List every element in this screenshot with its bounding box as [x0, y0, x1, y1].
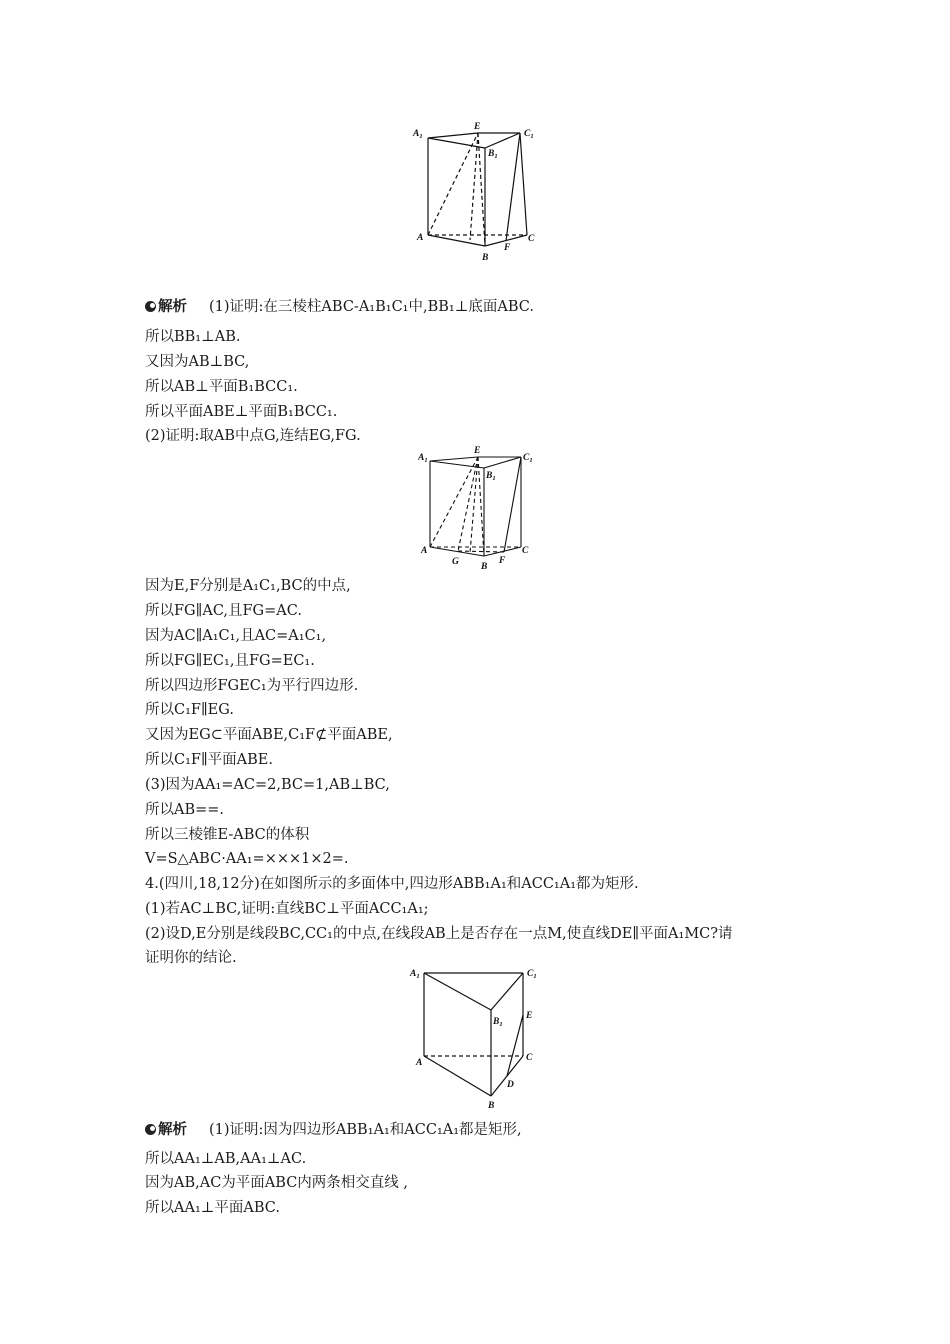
solution-tag: 解析 [158, 298, 187, 315]
text-line: 因为AB,AC为平面ABC内两条相交直线 , [145, 1175, 409, 1191]
label-F: F [504, 243, 511, 253]
label-A: A [421, 546, 428, 556]
label-E: E [474, 122, 481, 132]
label-E: E [474, 446, 481, 456]
solution-header-2 [145, 1120, 522, 1140]
label-C: C [528, 234, 535, 244]
text-line: (2)设D,E分别是线段BC,CC₁的中点,在线段AB上是否存在一点M,使直线DE∥平面A₁MC?请 [145, 926, 733, 942]
figure-prism-1 [410, 118, 545, 266]
text-line: 所以AB==. [145, 802, 225, 818]
text-line: (2)证明:取AB中点G,连结EG,FG. [145, 428, 361, 444]
label-E: E [526, 1011, 533, 1021]
label-G: G [452, 557, 459, 567]
label-A: A [417, 233, 424, 243]
label-A1: $A_1$ [413, 129, 423, 140]
figure-polyhedron-3 [408, 963, 543, 1113]
solution-icon [145, 301, 156, 312]
label-C: C [526, 1053, 533, 1063]
label-B1: $B_1$ [488, 149, 498, 160]
label-B: B [482, 253, 489, 263]
label-C1: $C_1$ [524, 129, 534, 140]
label-B: B [488, 1101, 495, 1111]
text-line: (1)证明:在三棱柱ABC-A₁B₁C₁中,BB₁⊥底面ABC. [209, 299, 534, 315]
solution-icon [145, 1124, 156, 1135]
text-line: 所以AA₁⊥AB,AA₁⊥AC. [145, 1151, 307, 1167]
label-D: D [507, 1080, 514, 1090]
text-line: 所以C₁F∥EG. [145, 702, 234, 718]
label-B1: $B_1$ [486, 471, 496, 482]
text-line: 所以平面ABE⊥平面B₁BCC₁. [145, 404, 338, 420]
text-line: 因为E,F分别是A₁C₁,BC的中点, [145, 578, 351, 594]
problem-4-statement: 4.(四川,18,12分)在如图所示的多面体中,四边形ABB₁A₁和ACC₁A₁都为矩形. [145, 876, 639, 892]
figure-prism-2 [418, 443, 538, 575]
text-line: 所以FG∥AC,且FG=AC. [145, 603, 302, 619]
label-B1: $B_1$ [493, 1017, 503, 1028]
label-F: F [499, 556, 506, 566]
text-line: 又因为AB⊥BC, [145, 354, 250, 370]
label-C1: $C_1$ [523, 453, 533, 464]
text-line: 所以C₁F∥平面ABE. [145, 752, 273, 768]
text-line: (1)证明:因为四边形ABB₁A₁和ACC₁A₁都是矩形, [209, 1122, 522, 1138]
text-line: 所以AA₁⊥平面ABC. [145, 1200, 280, 1216]
label-C: C [522, 546, 529, 556]
text-line: 因为AC∥A₁C₁,且AC=A₁C₁, [145, 628, 327, 644]
text-line: V=S△ABC·AA₁=×××1×2=. [145, 851, 349, 867]
label-B: B [481, 562, 488, 572]
text-line: 所以AB⊥平面B₁BCC₁. [145, 379, 298, 395]
label-A1: $A_1$ [418, 453, 428, 464]
label-C1: $C_1$ [527, 969, 537, 980]
text-line: 所以四边形FGEC₁为平行四边形. [145, 678, 359, 694]
label-A1: $A_1$ [410, 969, 420, 980]
text-line: 所以BB₁⊥AB. [145, 329, 241, 345]
text-line: 证明你的结论. [145, 950, 237, 966]
text-line: 所以FG∥EC₁,且FG=EC₁. [145, 653, 315, 669]
text-line: (3)因为AA₁=AC=2,BC=1,AB⊥BC, [145, 777, 390, 793]
solution-tag: 解析 [158, 1121, 187, 1138]
text-line: 又因为EG⊂平面ABE,C₁F⊄平面ABE, [145, 727, 393, 743]
label-A: A [416, 1058, 423, 1068]
solution-header-1 [145, 297, 534, 317]
text-line: 所以三棱锥E-ABC的体积 [145, 827, 310, 843]
text-line: (1)若AC⊥BC,证明:直线BC⊥平面ACC₁A₁; [145, 901, 429, 917]
